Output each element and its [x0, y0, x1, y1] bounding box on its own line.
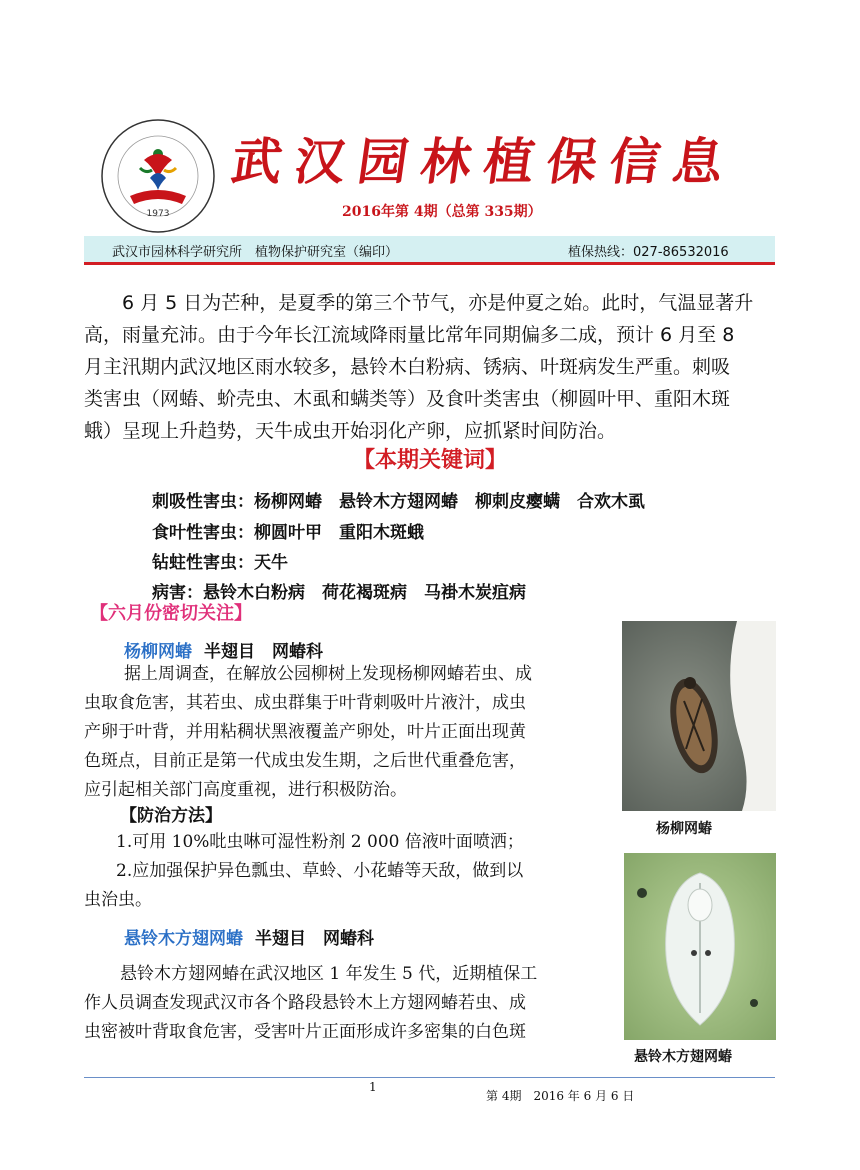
pest2-taxon: 半翅目 网蝽科 [255, 929, 374, 949]
pest2-caption: 悬铃木方翅网蝽 [634, 1049, 732, 1065]
pest1-line: 虫取食危害，其若虫、成虫群集于叶背刺吸叶片液汁，成虫 [84, 693, 526, 713]
method-title: 【防治方法】 [120, 806, 222, 826]
pest1-line: 色斑点，目前正是第一代成虫发生期，之后世代重叠危害， [84, 751, 526, 771]
hotline: 植保热线：027-86532016 [568, 245, 729, 260]
pest1-line: 据上周调查，在解放公园柳树上发现杨柳网蝽若虫、成 [124, 664, 532, 684]
keywords-title: 【本期关键词】 [352, 448, 507, 473]
pest1-name: 杨柳网蝽 [124, 642, 192, 662]
footer-issue-date: 第 4期 2016 年 6 月 6 日 [486, 1089, 635, 1103]
pest2-photo [624, 853, 776, 1040]
info-bar [84, 236, 775, 265]
pest2-description [84, 960, 537, 1047]
pest1-line: 应引起相关部门高度重视，进行积极防治。 [84, 780, 407, 800]
intro-line: 6 月 5 日为芒种，是夏季的第三个节气，亦是仲夏之始。此时，气温显著升 [122, 292, 754, 314]
method-item: 2.应加强保护异色瓢虫、草蛉、小花蝽等天敌，做到以 [116, 861, 524, 881]
intro-line: 类害虫（网蝽、蚧壳虫、木虱和螨类等）及食叶类害虫（柳圆叶甲、重阳木斑 [84, 388, 731, 410]
issue-number: 2016年第 4期（总第 335期） [342, 204, 542, 220]
pest2-line: 作人员调查发现武汉市各个路段悬铃木上方翅网蝽若虫、成 [84, 993, 526, 1013]
control-methods [84, 828, 524, 915]
focus-title: 【六月份密切关注】 [90, 603, 252, 624]
pest1-heading [124, 637, 323, 662]
page-title: 武汉园林植保信息 [227, 132, 741, 191]
pest1-line: 产卵于叶背，并用粘稠状黑液覆盖产卵处，叶片正面出现黄 [84, 722, 526, 742]
pest2-name: 悬铃木方翅网蝽 [124, 929, 243, 949]
pest2-line: 悬铃木方翅网蝽在武汉地区 1 年发生 5 代，近期植保工 [120, 964, 538, 984]
intro-paragraph [84, 287, 784, 447]
keyword-row: 食叶性害虫：柳圆叶甲 重阳木斑蛾 [152, 523, 424, 543]
footer-divider [84, 1077, 775, 1078]
pest1-description [84, 660, 532, 805]
pest2-line: 虫密被叶背取食危害，受害叶片正面形成许多密集的白色斑 [84, 1022, 526, 1042]
pest2-heading [124, 924, 374, 949]
keyword-row: 钻蛀性害虫：天牛 [152, 553, 288, 573]
intro-line: 高，雨量充沛。由于今年长江流域降雨量比常年同期偏多二成，预计 6 月至 8 [84, 324, 735, 346]
keyword-row: 刺吸性害虫：杨柳网蝽 悬铃木方翅网蝽 柳刺皮瘿螨 合欢木虱 [152, 492, 645, 512]
keyword-row: 病害：悬铃木白粉病 荷花褐斑病 马褂木炭疽病 [152, 583, 526, 603]
intro-line: 蛾）呈现上升趋势，天牛成虫开始羽化产卵，应抓紧时间防治。 [84, 420, 617, 442]
intro-line: 月主汛期内武汉地区雨水较多，悬铃木白粉病、锈病、叶斑病发生严重。刺吸 [84, 356, 731, 378]
publisher-org: 武汉市园林科学研究所 植物保护研究室（编印） [112, 245, 399, 260]
institute-logo [100, 118, 216, 234]
logo-year: 1973 [146, 209, 170, 219]
pest1-photo [622, 621, 776, 811]
method-item: 1.可用 10%吡虫啉可湿性粉剂 2 000 倍液叶面喷洒； [116, 832, 524, 852]
pest1-taxon: 半翅目 网蝽科 [204, 642, 323, 662]
pest1-caption: 杨柳网蝽 [656, 821, 712, 837]
method-item: 虫治虫。 [84, 890, 152, 910]
page-number: 1 [369, 1080, 377, 1094]
